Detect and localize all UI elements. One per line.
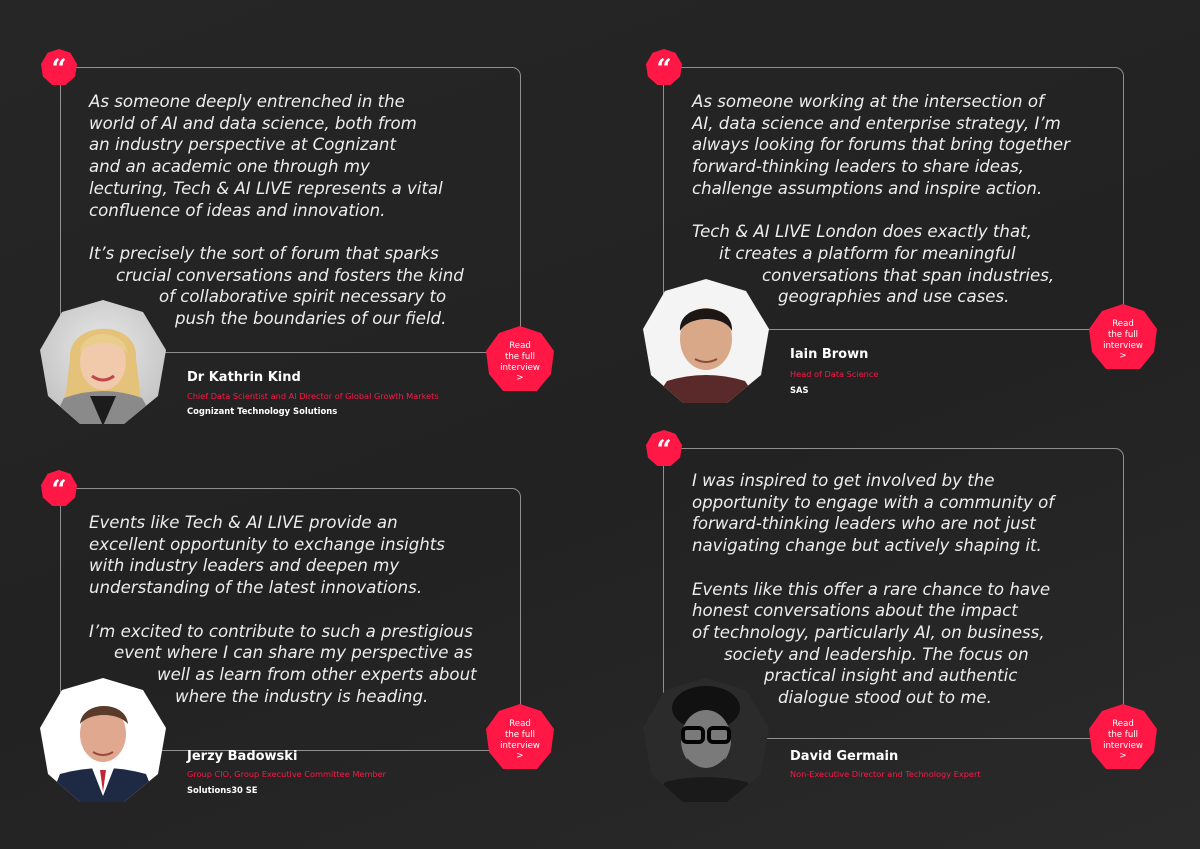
quote-text: Events like Tech & AI LIVE provide an excellent opportunity to exchange insights with industry leaders and deepen my understanding of the latest innovations. I’m excited to contribute to such a prestigious event where I can share my perspective as well as learn from other experts about where the industry is heading. <box>89 513 477 706</box>
svg-text:“: “ <box>656 434 672 466</box>
cta-label: Read the full interview > <box>1103 319 1143 362</box>
avatar <box>40 678 166 804</box>
cta-label: Read the full interview > <box>500 719 540 762</box>
person-name: Jerzy Badowski <box>187 749 298 764</box>
quote-icon <box>645 429 683 467</box>
person-company: SAS <box>790 385 809 395</box>
avatar <box>643 279 769 405</box>
avatar <box>643 678 769 804</box>
svg-text:“: “ <box>656 53 672 85</box>
read-full-interview-button[interactable] <box>1088 304 1158 374</box>
person-name: David Germain <box>790 749 899 764</box>
quote-icon <box>645 48 683 86</box>
avatar <box>40 300 166 426</box>
person-company: Solutions30 SE <box>187 785 258 795</box>
person-company: Cognizant Technology Solutions <box>187 406 338 416</box>
person-name: Iain Brown <box>790 347 869 362</box>
quote-text: As someone working at the intersection of AI, data science and enterprise strategy, I’m always looking for forums that bring together forward-thinking leaders to share ideas, challenge assumptions and inspire action. Tech & AI LIVE London does exactly that, it creates a platform for meaningful conversations that span industries, geographies and use cases. <box>692 92 1070 307</box>
read-full-interview-button[interactable] <box>485 704 555 774</box>
person-role: Group CIO, Group Executive Committee Member <box>187 769 387 779</box>
cta-label: Read the full interview > <box>1103 719 1143 762</box>
quote-text: I was inspired to get involved by the opportunity to engage with a community of forward-thinking leaders who are not just navigating change but actively shaping it. Events like this offer a rare chance to have honest conversations about the impact of technology, particularly AI, on business, society and leadership. The focus on practical insight and authentic dialogue stood out to me. <box>692 471 1055 708</box>
svg-text:“: “ <box>51 53 67 85</box>
cta-label: Read the full interview > <box>500 341 540 384</box>
person-role: Head of Data Science <box>790 369 879 379</box>
read-full-interview-button[interactable] <box>1088 704 1158 774</box>
person-name: Dr Kathrin Kind <box>187 370 301 385</box>
person-role: Non-Executive Director and Technology Expert <box>790 769 981 779</box>
quote-icon <box>40 48 78 86</box>
svg-text:“: “ <box>51 474 67 506</box>
quote-icon <box>40 469 78 507</box>
read-full-interview-button[interactable] <box>485 326 555 396</box>
quote-text: As someone deeply entrenched in the world of AI and data science, both from an industry perspective at Cognizant and an academic one through my lecturing, Tech & AI LIVE represents a vital confluence of ideas and innovation. It’s precisely the sort of forum that sparks crucial conversations and fosters the kind of collaborative spirit necessary to push the boundaries of our field. <box>89 92 464 329</box>
person-role: Chief Data Scientist and AI Director of Global Growth Markets <box>187 391 439 401</box>
